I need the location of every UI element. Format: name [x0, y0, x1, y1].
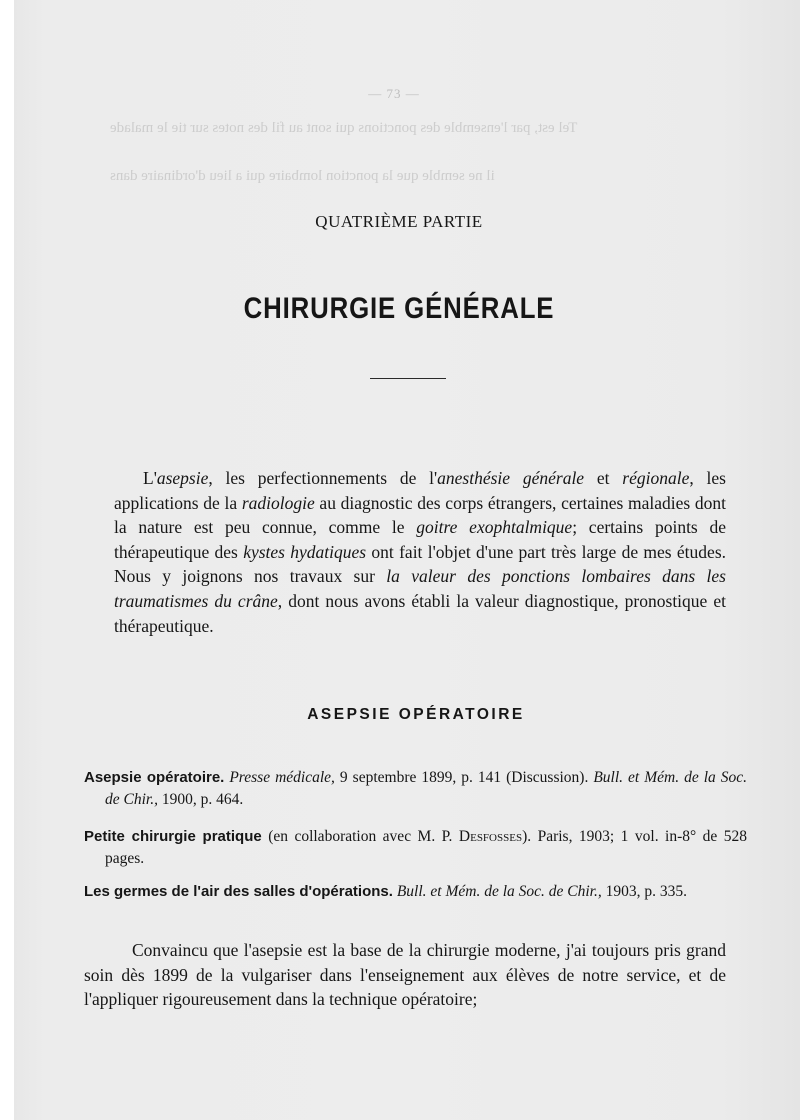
- section-heading: ASEPSIE OPÉRATOIRE: [307, 706, 525, 723]
- reference-title: Petite chirurgie pratique: [84, 828, 262, 845]
- reference-details: 1900, p. 464.: [161, 790, 244, 808]
- intro-emphasis: goitre exophtalmique: [416, 517, 573, 538]
- reference-entry: [84, 826, 747, 869]
- main-title: CHIRURGIE GÉNÉRALE: [243, 292, 555, 325]
- reference-journal: Bull. et Mém. de la Soc. de Chir.,: [105, 769, 747, 808]
- reference-details: 1903, p. 335.: [605, 883, 687, 900]
- intro-text: ont fait l'objet d'une part très large de mes études. Nous y joignons nos travaux sur: [114, 541, 727, 587]
- intro-emphasis: anesthésie générale: [437, 468, 585, 488]
- intro-text: , dont nous avons établi la valeur diagnostique, pronostique et thérapeutique.: [114, 590, 726, 636]
- reference-details: 9 septembre 1899, p. 141 (Discussion).: [339, 769, 589, 786]
- reference-details: ). Paris, 1903; 1 vol. in-8° de 528 pages.: [105, 828, 748, 867]
- intro-emphasis: kystes hydatiques: [243, 541, 367, 562]
- intro-emphasis: la valeur des ponctions lombaires dans les traumatismes du crâne: [114, 566, 726, 611]
- reference-journal: Presse médicale,: [229, 769, 335, 786]
- reference-title: Asepsie opératoire.: [84, 769, 225, 786]
- intro-text: , les perfectionnements de l': [208, 468, 438, 488]
- intro-text: , les applications de la: [114, 468, 726, 513]
- reference-entry: [84, 767, 747, 810]
- document-page: [14, 0, 800, 1120]
- intro-text: L': [143, 468, 157, 488]
- intro-emphasis: radiologie: [241, 492, 315, 513]
- intro-text: ; certains points de thérapeutique des: [114, 517, 726, 562]
- part-title: QUATRIÈME PARTIE: [315, 212, 483, 231]
- show-through-text: Tel est, par l'ensemble des ponctions qui sont au fil des notes sur tie le malade: [110, 120, 578, 136]
- intro-text: au diagnostic des corps étrangers, certaines maladies dont la nature est peu connue, comme le: [114, 492, 726, 538]
- page-number: — 73 —: [368, 86, 420, 101]
- reference-entry: [84, 881, 747, 903]
- title-divider: [370, 378, 446, 379]
- intro-emphasis: asepsie: [156, 468, 209, 488]
- reference-details: (en collaboration avec M. P.: [268, 828, 453, 845]
- intro-paragraph: [114, 466, 726, 638]
- body-paragraph: Convaincu que l'asepsie est la base de la chirurgie moderne, j'ai toujours pris grand soin dès 1899 de la vulgariser dans l'enseignement aux élèves de notre service, et de l'appliquer rigoureusement dans la technique opératoire;: [84, 940, 726, 1010]
- reference-author: Desfosses: [458, 828, 523, 845]
- show-through-text: il ne semble que la ponction lombaire qui a lieu d'ordinaire dans: [110, 168, 495, 184]
- intro-emphasis: régionale: [622, 468, 690, 488]
- intro-text: et: [584, 468, 623, 488]
- reference-title: Les germes de l'air des salles d'opérations.: [84, 883, 393, 900]
- reference-journal: Bull. et Mém. de la Soc. de Chir.,: [396, 883, 602, 900]
